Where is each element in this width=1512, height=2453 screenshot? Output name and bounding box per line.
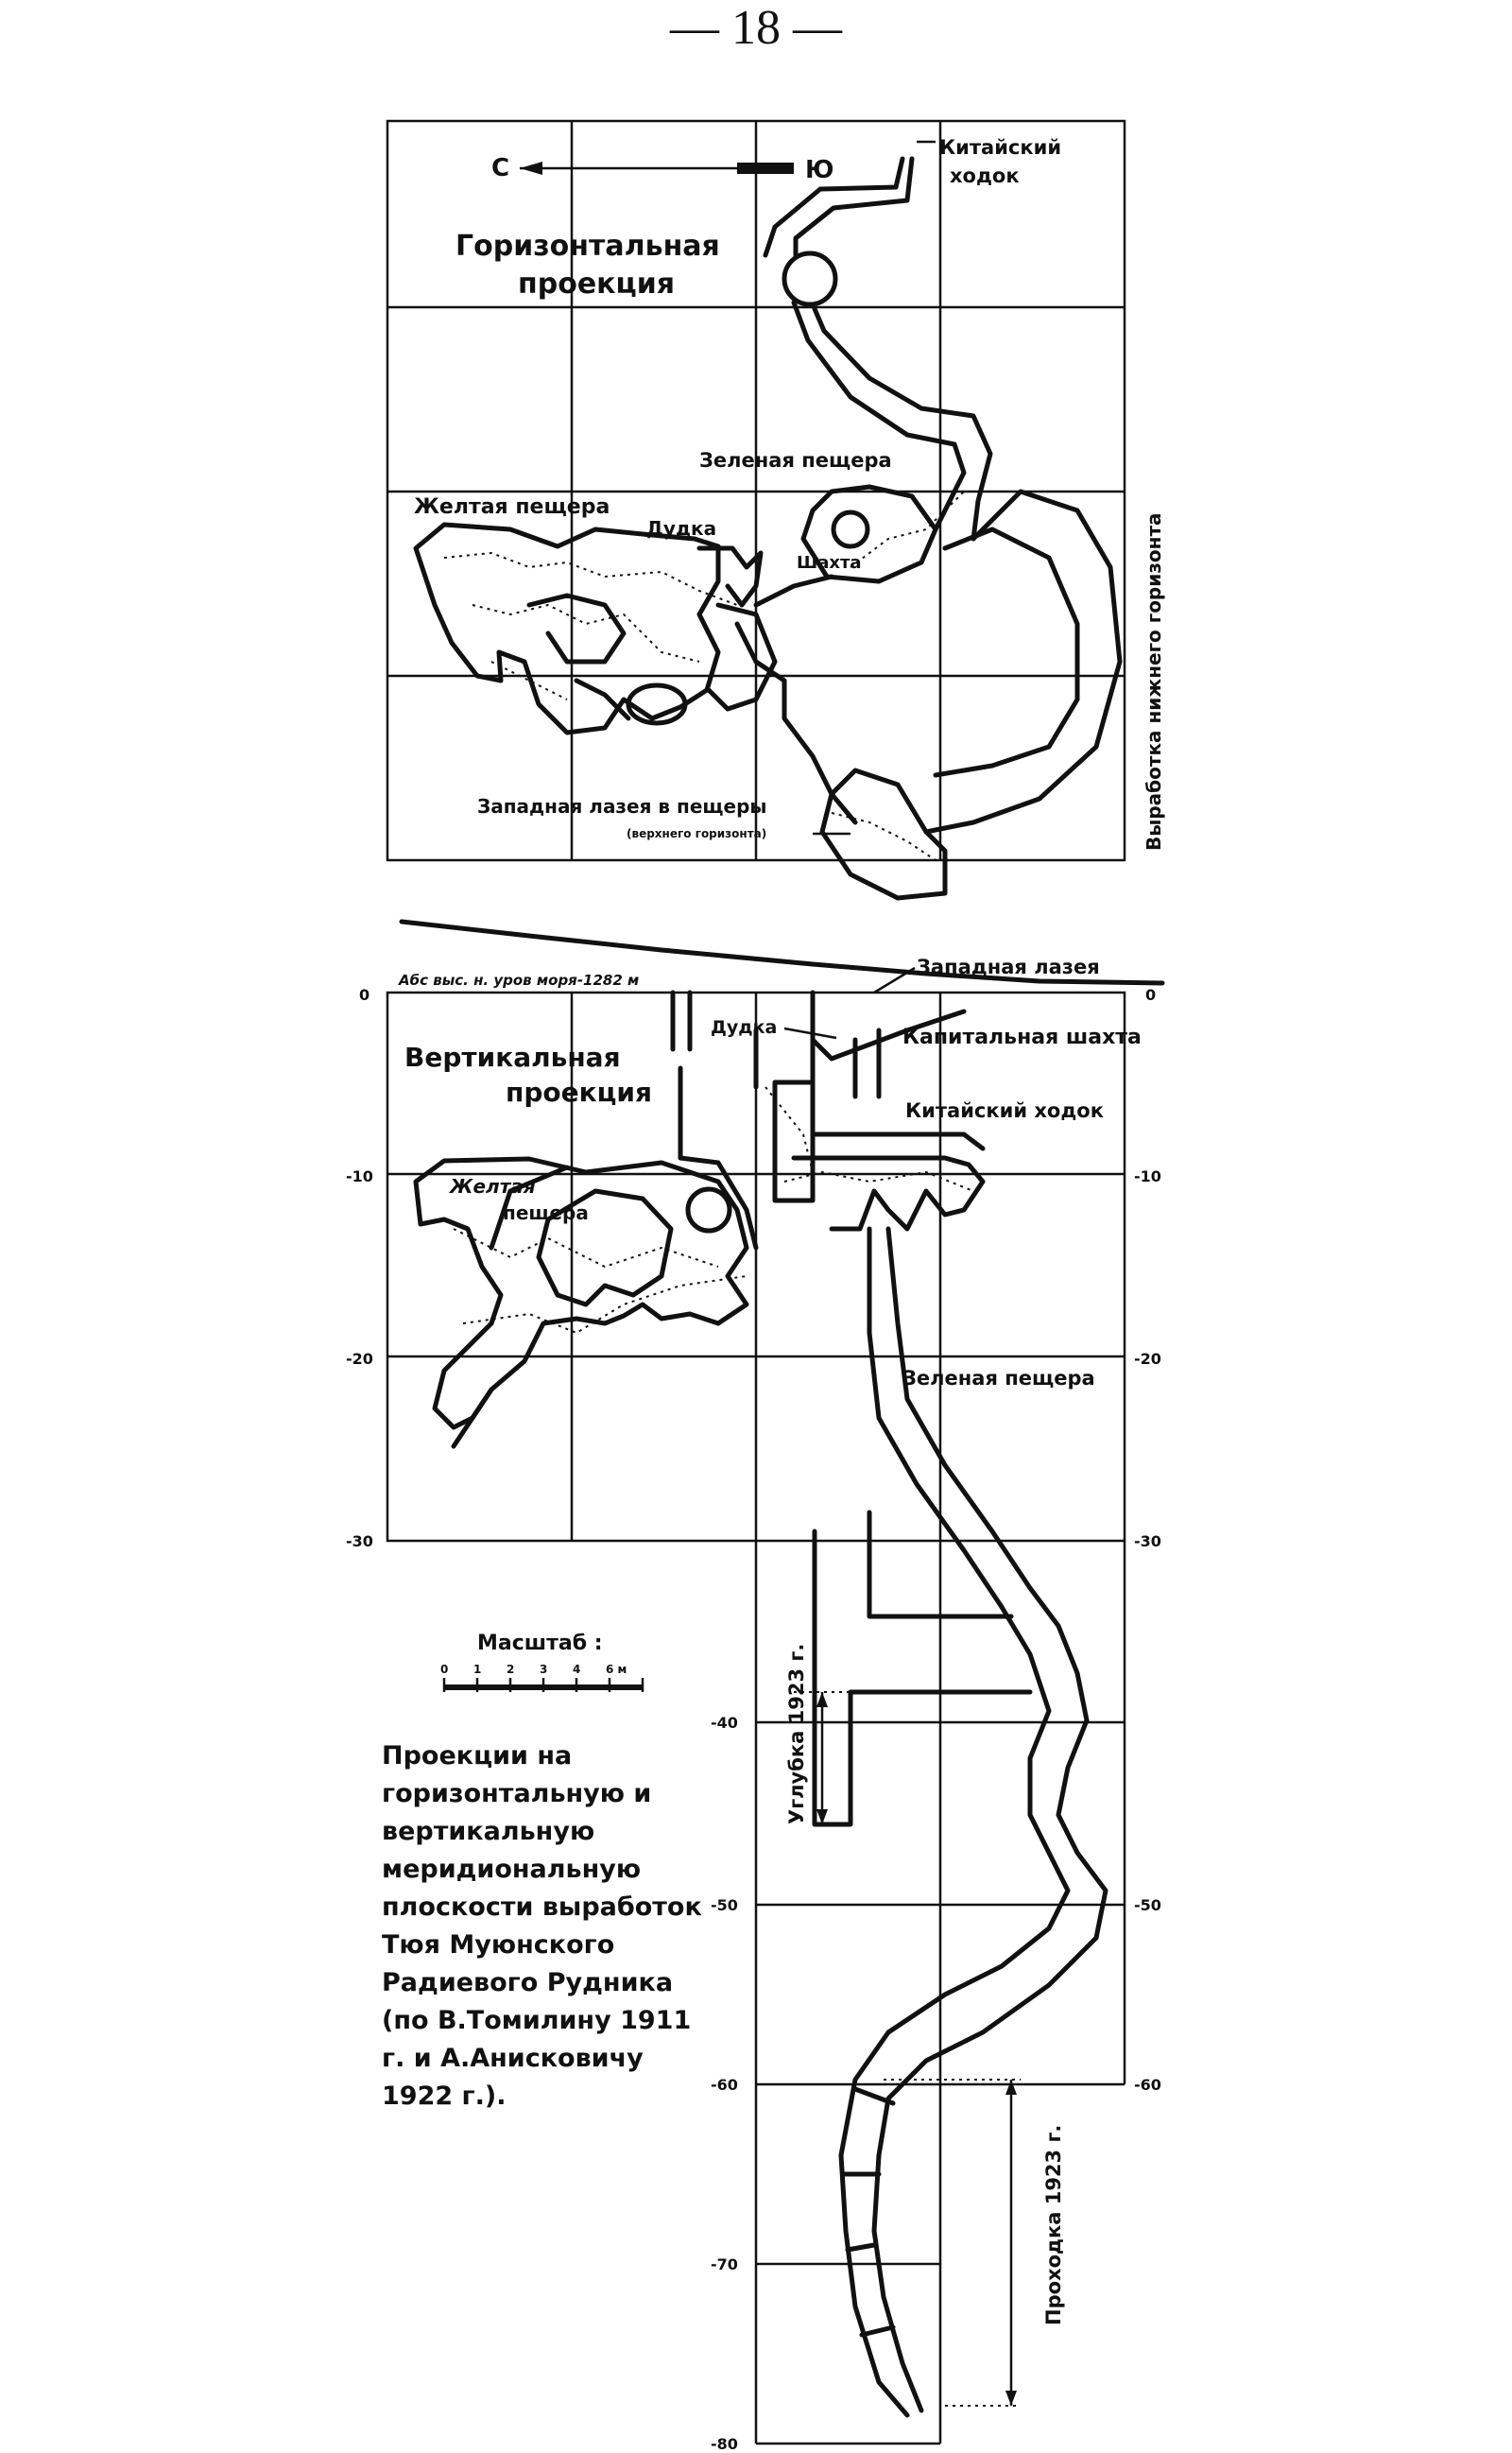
label-sea-level: Абс выс. н. уров моря-1282 м [399,972,640,989]
vertical-title-1: Вертикальная [404,1042,621,1073]
scale-title: Масштаб : [477,1632,603,1655]
svg-text:-40: -40 [711,1714,738,1732]
map-caption: Проекции на горизонтальную и вертикальную меридиональную плоскости выработок Тюя Муюнского Радиевого Рудника (по В.Томилину 1911 г. и А.Анисковичу 1922 г.). [382,1741,702,2111]
label-dudka-h: Дудка [646,517,717,540]
svg-text:-50: -50 [711,1896,738,1914]
svg-text:-10: -10 [1134,1167,1161,1185]
svg-text:-20: -20 [346,1350,373,1368]
svg-text:-30: -30 [1134,1532,1161,1550]
label-dudka-v: Дудка [711,1017,778,1038]
south-label: Ю [805,156,834,184]
svg-text:-60: -60 [1134,2076,1161,2094]
horizontal-title-1: Горизонтальная [455,230,720,263]
label-chinese-passage-1: Китайский [939,136,1062,159]
svg-text:4: 4 [573,1663,581,1676]
label-shaft: Шахта [797,553,862,573]
svg-text:1: 1 [473,1663,482,1676]
svg-text:0: 0 [440,1663,449,1676]
label-yellow-cave-v2: пещера [503,1201,589,1224]
label-chinese-passage-v: Китайский ходок [905,1099,1104,1122]
svg-text:-70: -70 [711,2255,738,2273]
svg-text:3: 3 [540,1663,548,1676]
svg-text:6 м: 6 м [606,1663,627,1676]
north-label: С [491,154,510,182]
horizontal-title-2: проекция [518,268,676,301]
label-green-cave-v: Зеленая пещера [902,1367,1095,1390]
label-lower-workings: Выработка нижнего горизонта [1143,512,1165,851]
label-main-shaft: Капитальная шахта [902,1026,1142,1049]
svg-text:2: 2 [507,1663,515,1676]
vertical-grid [387,993,1125,2444]
label-yellow-cave: Желтая пещера [414,495,610,519]
svg-text:-80: -80 [711,2435,738,2453]
dimension-lines [816,1692,1017,2406]
label-drift: Проходка 1923 г. [1042,2124,1065,2325]
label-yellow-cave-v1: Желтая [450,1175,536,1198]
svg-text:-30: -30 [346,1532,373,1550]
label-west-hole-v: Западная лазея [917,956,1100,978]
label-chinese-passage-2: ходок [950,164,1020,187]
svg-text:-10: -10 [346,1167,373,1185]
svg-text:0: 0 [359,986,370,1004]
north-arrow [520,162,794,175]
svg-text:-60: -60 [711,2076,738,2094]
label-green-cave: Зеленая пещера [699,449,892,472]
label-west-hole-h-2: (верхнего горизонта) [627,827,767,840]
svg-text:-20: -20 [1134,1350,1161,1368]
vertical-title-2: проекция [506,1077,652,1108]
scale-bar [440,1632,643,1692]
label-west-hole-h: Западная лазея в пещеры [477,795,767,818]
svg-text:0: 0 [1145,986,1157,1004]
depth-ticks [346,986,1161,2453]
label-deepening: Углубка 1923 г. [785,1643,808,1824]
page-number: — 18 — [670,1,842,55]
svg-text:-50: -50 [1134,1896,1161,1914]
